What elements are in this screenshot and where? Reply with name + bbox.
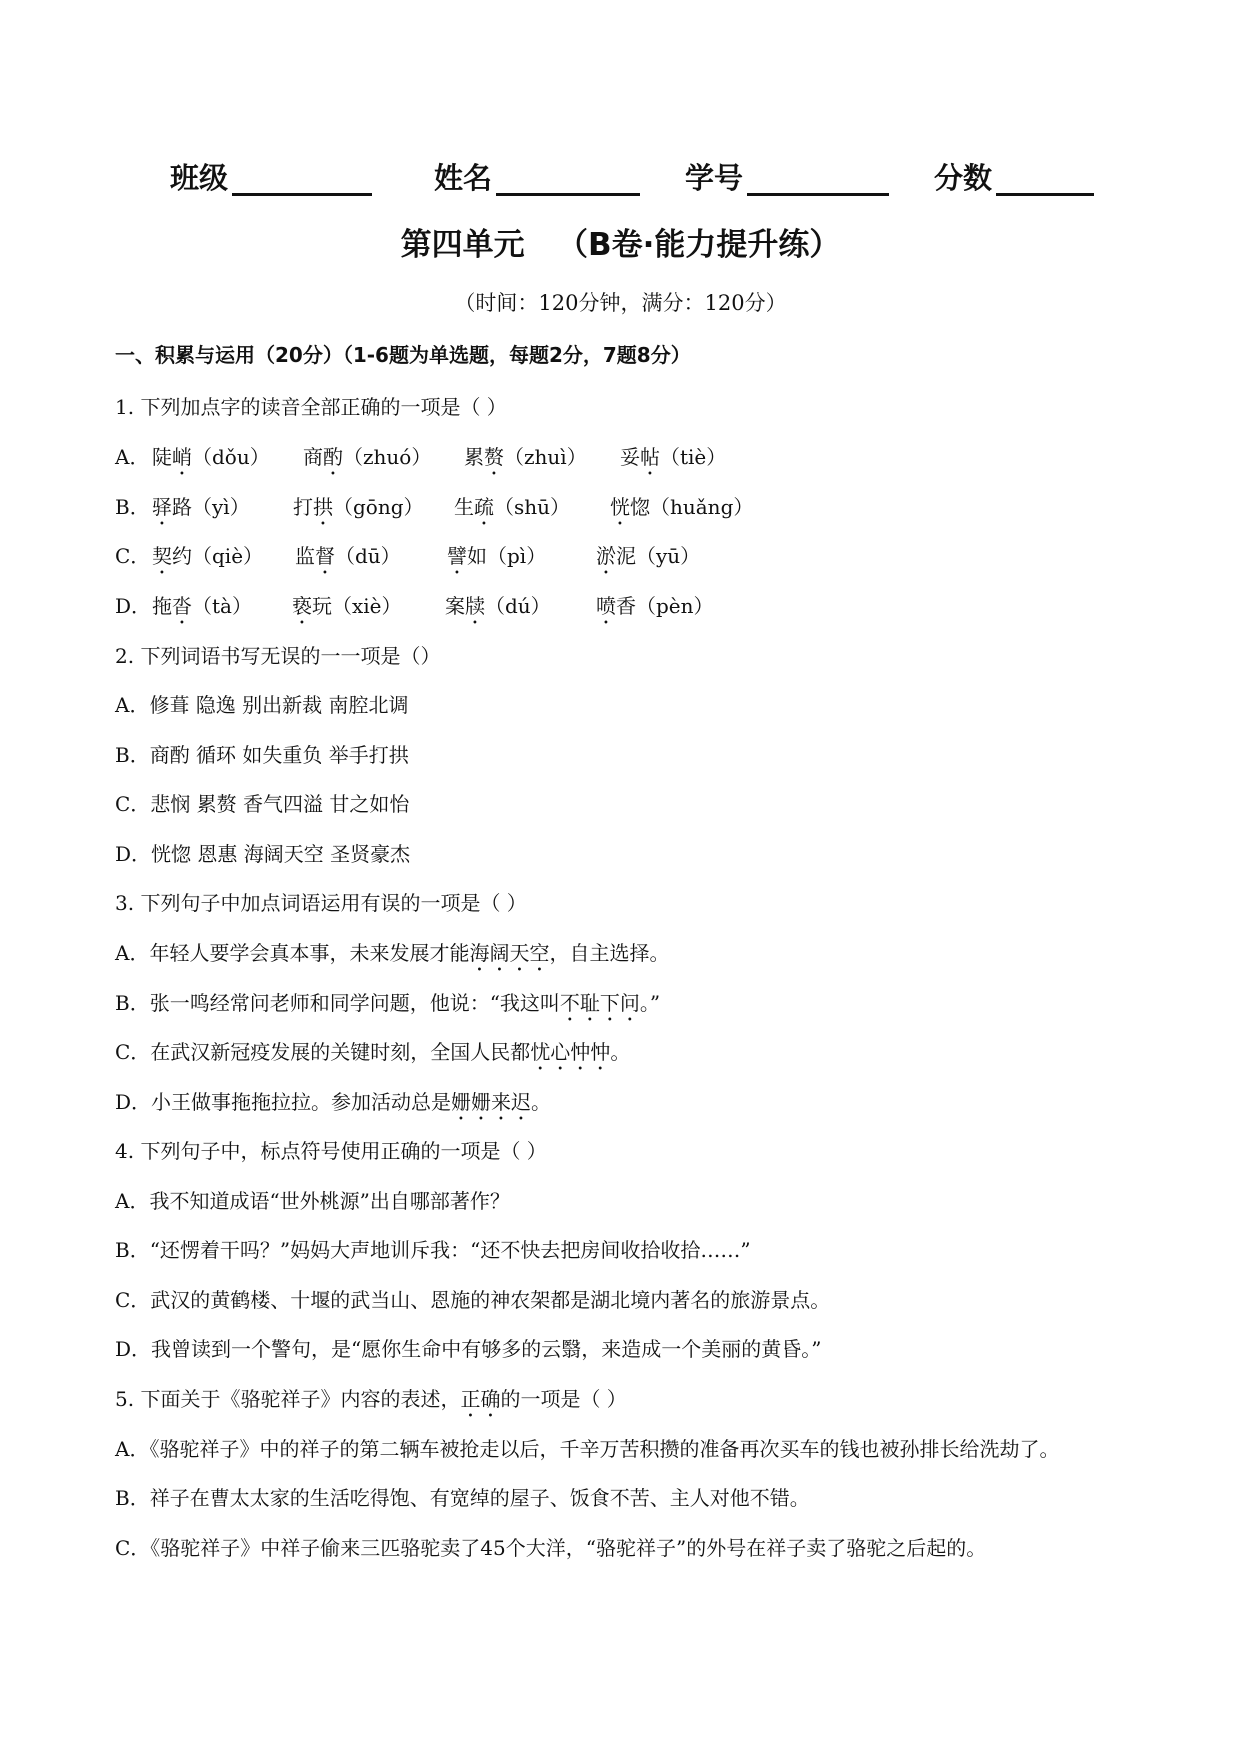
question-3-option-b[interactable]: B．张一鸣经常问老师和同学问题，他说：“我这叫不耻下问。”: [115, 991, 661, 1015]
student-number-label: 学号: [685, 161, 744, 195]
option-item: 驿路（yì）: [152, 495, 250, 519]
question-1-stem: 1. 下列加点字的读音全部正确的一项是（ ）: [115, 395, 507, 419]
option-item: 恍惚（huǎng）: [610, 495, 754, 519]
student-number-blank[interactable]: [747, 161, 889, 196]
name-field: [434, 160, 640, 196]
question-3-stem: 3. 下列句子中加点词语运用有误的一项是（ ）: [115, 891, 527, 915]
question-2-option-a[interactable]: A．修葺 隐逸 别出新裁 南腔北调: [115, 693, 409, 717]
question-4-option-b[interactable]: B．“还愣着干吗？”妈妈大声地训斥我：“还不快去把房间收拾收拾……”: [115, 1238, 751, 1262]
question-2-option-c[interactable]: C．悲悯 累赘 香气四溢 甘之如怡: [115, 792, 410, 816]
question-1-option-b[interactable]: B． 驿路（yì） 打拱（gōng） 生疏（shū） 恍惚（huǎng）: [115, 492, 150, 522]
question-4-option-d[interactable]: D．我曾读到一个警句，是“愿你生命中有够多的云翳，来造成一个美丽的黄昏。”: [115, 1337, 822, 1361]
page-title: 第四单元 （B卷·能力提升练）: [400, 227, 841, 263]
question-5-option-b[interactable]: B．祥子在曹太太家的生活吃得饱、有宽绰的屋子、饭食不苦、主人对他不错。: [115, 1486, 810, 1510]
score-field: [934, 160, 1094, 196]
question-2-stem: 2. 下列词语书写无误的一一项是（）: [115, 644, 441, 668]
option-item: 案牍（dú）: [445, 594, 551, 618]
exam-subtitle: （时间：120分钟，满分：120分）: [454, 291, 787, 315]
option-item: 累赘（zhuì）: [464, 445, 587, 469]
option-item: 生疏（shū）: [454, 495, 571, 519]
class-blank[interactable]: [232, 161, 372, 196]
option-item: 譬如（pì）: [447, 544, 547, 568]
option-item: 喷香（pèn）: [596, 594, 714, 618]
question-4-option-c[interactable]: C．武汉的黄鹤楼、十堰的武当山、恩施的神农架都是湖北境内著名的旅游景点。: [115, 1288, 831, 1312]
question-4-option-a[interactable]: A．我不知道成语“世外桃源”出自哪部著作？: [115, 1189, 510, 1213]
name-blank[interactable]: [496, 161, 640, 196]
question-3-option-d[interactable]: D．小王做事拖拖拉拉。参加活动总是姗姗来迟。: [115, 1090, 552, 1114]
question-4-stem: 4. 下列句子中，标点符号使用正确的一项是（ ）: [115, 1139, 547, 1163]
question-1-option-c[interactable]: C． 契约（qiè） 监督（dū） 譬如（pì） 淤泥（yū）: [115, 541, 150, 571]
option-item: 淤泥（yū）: [596, 544, 701, 568]
question-1-option-a[interactable]: A． 陡峭（dǒu） 商酌（zhuó） 累赘（zhuì） 妥帖（tiè）: [115, 442, 149, 472]
class-field: [170, 160, 372, 196]
question-3-option-c[interactable]: C．在武汉新冠疫发展的关键时刻，全国人民都忧心忡忡。: [115, 1040, 631, 1064]
option-item: 亵玩（xiè）: [292, 594, 402, 618]
question-1-option-d[interactable]: D． 拖沓（tà） 亵玩（xiè） 案牍（dú） 喷香（pèn）: [115, 591, 151, 621]
option-item: 拖沓（tà）: [152, 594, 252, 618]
option-item: 契约（qiè）: [152, 544, 264, 568]
class-label: 班级: [170, 161, 229, 195]
question-2-option-d[interactable]: D．恍惚 恩惠 海阔天空 圣贤豪杰: [115, 842, 411, 866]
option-item: 妥帖（tiè）: [620, 445, 727, 469]
option-item: 商酌（zhuó）: [303, 445, 432, 469]
student-number-field: [685, 160, 889, 196]
score-label: 分数: [934, 161, 993, 195]
option-item: 陡峭（dǒu）: [152, 445, 270, 469]
question-3-option-a[interactable]: A．年轻人要学会真本事，未来发展才能海阔天空，自主选择。: [115, 941, 670, 965]
option-item: 打拱（gōng）: [293, 495, 424, 519]
question-5-option-a[interactable]: A．《骆驼祥子》中的祥子的第二辆车被抢走以后，千辛万苦积攒的准备再次买车的钱也被孙排长给洗劫了。: [115, 1437, 1060, 1461]
question-5-stem: 5. 下面关于《骆驼祥子》内容的表述，正确的一项是（ ）: [115, 1387, 627, 1411]
option-item: 监督（dū）: [295, 544, 401, 568]
section-heading: 一、积累与运用（20分）（1-6题为单选题，每题2分，7题8分）: [115, 343, 691, 367]
question-5-option-c[interactable]: C．《骆驼祥子》中祥子偷来三匹骆驼卖了45个大洋，“骆驼祥子”的外号在祥子卖了骆驼之后起的。: [115, 1536, 987, 1560]
name-label: 姓名: [434, 161, 493, 195]
score-blank[interactable]: [996, 161, 1094, 196]
student-info-header: [0, 160, 1241, 206]
question-2-option-b[interactable]: B．商酌 循环 如失重负 举手打拱: [115, 743, 409, 767]
